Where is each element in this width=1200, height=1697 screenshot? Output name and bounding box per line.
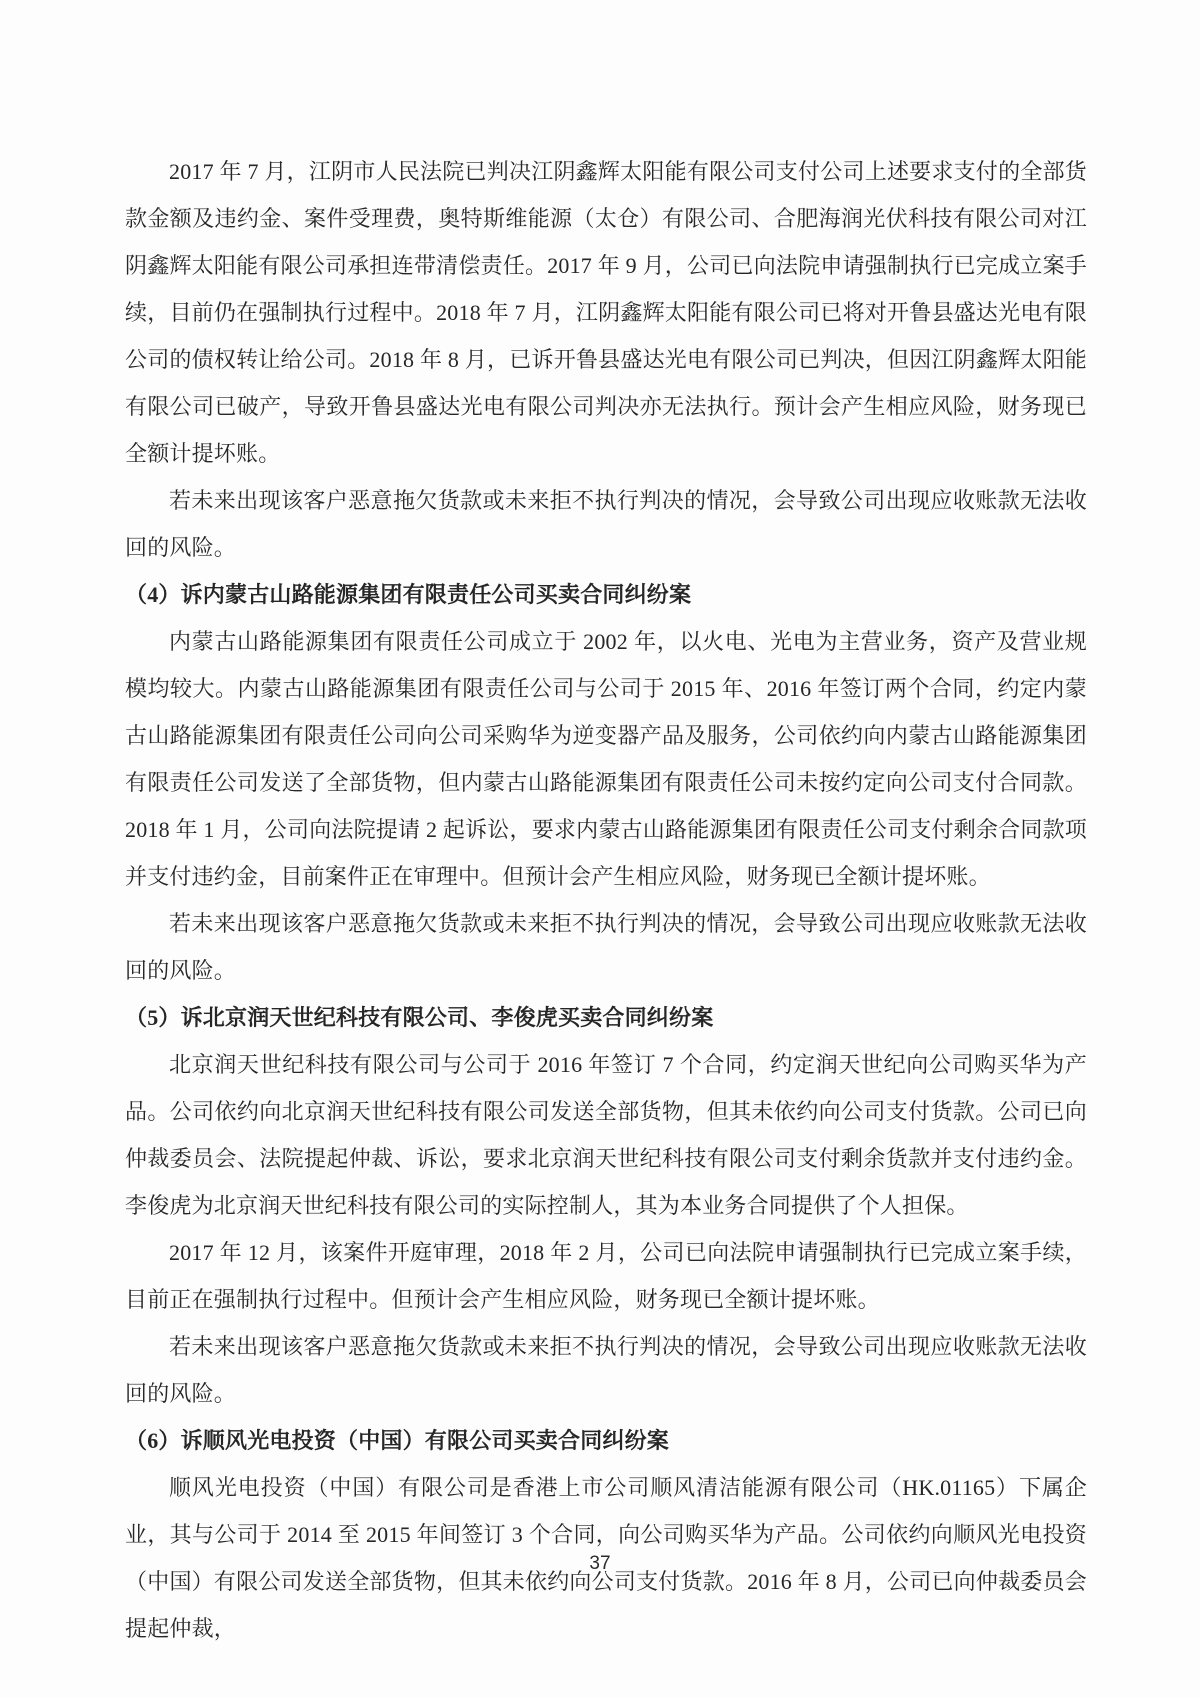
section-heading-case6: （6）诉顺风光电投资（中国）有限公司买卖合同纠纷案 [125, 1428, 670, 1453]
paragraph-case5-risk: 若未来出现该客户恶意拖欠货款或未来拒不执行判决的情况，会导致公司出现应收账款无法收回的风险。 [125, 1334, 1087, 1406]
section-heading-case5: （5）诉北京润天世纪科技有限公司、李俊虎买卖合同纠纷案 [125, 1005, 714, 1030]
paragraph-lawsuit3-risk: 若未来出现该客户恶意拖欠货款或未来拒不执行判决的情况，会导致公司出现应收账款无法收回的风险。 [125, 488, 1087, 560]
paragraph-case5-enforcement: 2017 年 12 月，该案件开庭审理，2018 年 2 月，公司已向法院申请强制执行已完成立案手续，目前正在强制执行过程中。但预计会产生相应风险，财务现已全额计提坏账。 [125, 1240, 1087, 1312]
paragraph-case4-risk: 若未来出现该客户恶意拖欠货款或未来拒不执行判决的情况，会导致公司出现应收账款无法收回的风险。 [125, 911, 1087, 983]
paragraph-case5-details: 北京润天世纪科技有限公司与公司于 2016 年签订 7 个合同，约定润天世纪向公司购买华为产品。公司依约向北京润天世纪科技有限公司发送全部货物，但其未依约向公司支付货款。公司已向仲裁委员会、法院提起仲裁、诉讼，要求北京润天世纪科技有限公司支付剩余货款并支付违约金。李俊虎为北京润天世纪科技有限公司的实际控制人，其为本业务合同提供了个人担保。 [125, 1052, 1087, 1218]
paragraph-lawsuit3-judgment: 2017 年 7 月，江阴市人民法院已判决江阴鑫辉太阳能有限公司支付公司上述要求支付的全部货款金额及违约金、案件受理费，奥特斯维能源（太仓）有限公司、合肥海润光伏科技有限公司对江阴鑫辉太阳能有限公司承担连带清偿责任。2017 年 9 月，公司已向法院申请强制执行已完成立案手续，目前仍在强制执行过程中。2018 年 7 月，江阴鑫辉太阳能有限公司已将对开鲁县盛达光电有限公司的债权转让给公司。2018 年 8 月，已诉开鲁县盛达光电有限公司已判决，但因江阴鑫辉太阳能有限公司已破产，导致开鲁县盛达光电有限公司判决亦无法执行。预计会产生相应风险，财务现已全额计提坏账。 [125, 159, 1087, 466]
page-number: 37 [589, 1553, 611, 1574]
section-heading-case4: （4）诉内蒙古山路能源集团有限责任公司买卖合同纠纷案 [125, 582, 692, 607]
paragraph-case4-details: 内蒙古山路能源集团有限责任公司成立于 2002 年，以火电、光电为主营业务，资产及营业规模均较大。内蒙古山路能源集团有限责任公司与公司于 2015 年、2016 年签订两个合同，约定内蒙古山路能源集团有限责任公司向公司采购华为逆变器产品及服务，公司依约向内蒙古山路能源集团有限责任公司发送了全部货物，但内蒙古山路能源集团有限责任公司未按约定向公司支付合同款。2018 年 1 月，公司向法院提请 2 起诉讼，要求内蒙古山路能源集团有限责任公司支付剩余合同款项并支付违约金，目前案件正在审理中。但预计会产生相应风险，财务现已全额计提坏账。 [125, 629, 1087, 889]
paragraph-case6-details: 顺风光电投资（中国）有限公司是香港上市公司顺风清洁能源有限公司（HK.01165）下属企业，其与公司于 2014 至 2015 年间签订 3 个合同，向公司购买华为产品。公司依约向顺风光电投资（中国）有限公司发送全部货物，但其未依约向公司支付货款。2016 年 8 月，公司已向仲裁委员会提起仲裁， [125, 1475, 1087, 1641]
document-body [125, 148, 1087, 1652]
